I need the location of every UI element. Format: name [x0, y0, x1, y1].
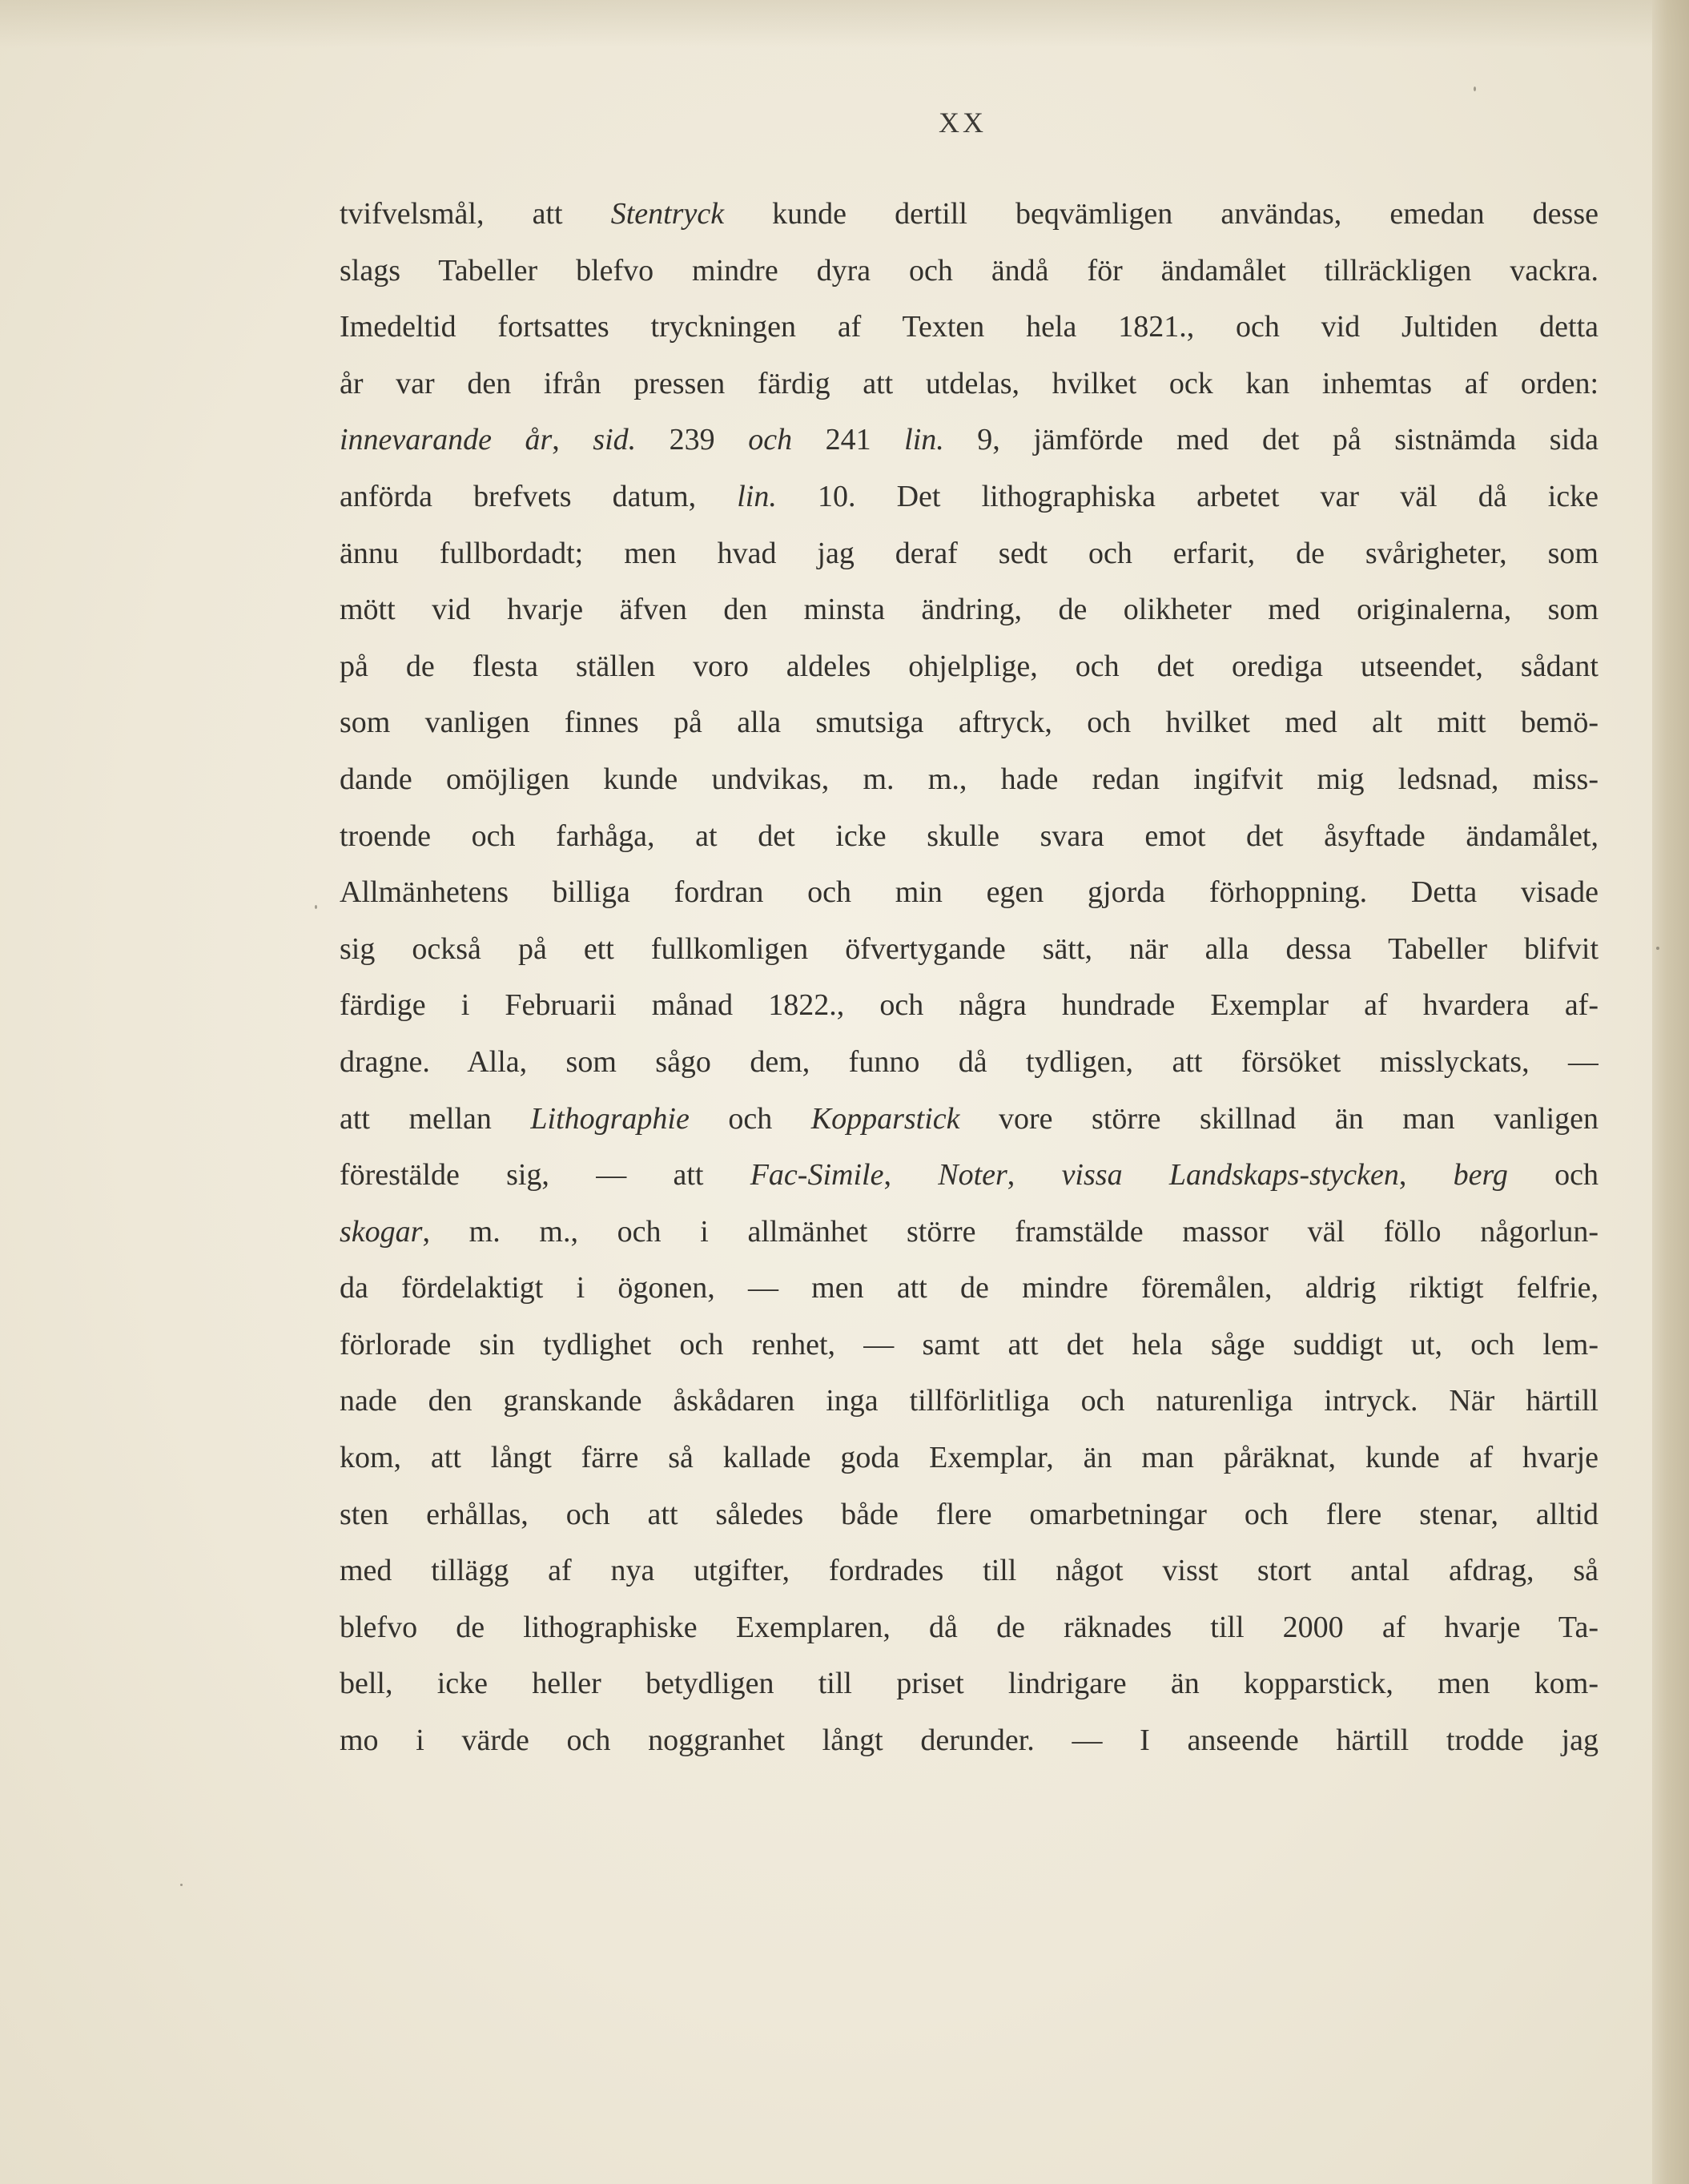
text-line [340, 977, 1599, 1034]
text-segment: mo i värde och noggranhet långt derunder. — I anseende härtill trodde jag [340, 1723, 1599, 1758]
text-segment: kunde dertill beqvämligen användas, emedan desse [724, 197, 1599, 231]
text-segment: vore större skillnad än man vanligen [959, 1101, 1599, 1136]
text-segment: slags Tabeller blefvo mindre dyra och ändå för ändamålet tillräckligen vackra. [340, 253, 1599, 288]
text-line [340, 1034, 1599, 1091]
text-segment: kom, att långt färre så kallade goda Exemplar, än man påräknat, kunde af hvarje [340, 1441, 1599, 1475]
text-segment: Allmänhetens billiga fordran och min egen gjorda förhoppning. Detta visade [340, 875, 1599, 910]
text-segment: färdige i Februarii månad 1822., och några hundrade Exemplar af hvardera af- [340, 988, 1599, 1023]
text-segment: tvifvelsmål, att [340, 197, 611, 231]
text-segment: på de flesta ställen voro aldeles ohjelplige, och det orediga utseendet, sådant [340, 649, 1599, 683]
paper-speck [1474, 86, 1476, 91]
italic-text: sid. [593, 423, 637, 457]
text-line [340, 694, 1599, 751]
text-segment: 241 [792, 423, 905, 457]
italic-text: berg [1453, 1158, 1508, 1193]
text-line [340, 638, 1599, 695]
text-line [340, 1260, 1599, 1317]
text-line [340, 808, 1599, 865]
text-line [340, 1091, 1599, 1148]
text-segment: 9, jämförde med det på sistnämda sida [943, 423, 1599, 457]
text-line [340, 299, 1599, 356]
page-right-edge [1652, 0, 1689, 2184]
text-line [340, 186, 1599, 243]
text-line [340, 1317, 1599, 1374]
paper-speck [180, 1884, 183, 1886]
text-segment: Imedeltid fortsattes tryckningen af Texten hela 1821., och vid Jultiden detta [340, 310, 1599, 344]
text-segment: förestälde sig, — att [340, 1158, 750, 1193]
text-segment: , m. m., och i allmänhet större framstälde massor väl föllo någorlun- [422, 1214, 1599, 1249]
body-text [340, 186, 1599, 1769]
page-top-shadow [0, 0, 1689, 48]
text-segment: da fördelaktigt i ögonen, — men att de mindre föremålen, aldrig riktigt felfrie, [340, 1271, 1599, 1305]
text-segment: bell, icke heller betydligen till priset lindrigare än kopparstick, men kom- [340, 1667, 1599, 1701]
text-segment: , [552, 423, 593, 457]
paper-speck [315, 905, 317, 909]
text-segment: dande omöjligen kunde undvikas, m. m., hade redan ingifvit mig ledsnad, miss- [340, 762, 1599, 796]
text-segment: att mellan [340, 1101, 531, 1136]
text-line [340, 356, 1599, 412]
text-line [340, 1204, 1599, 1261]
text-segment: anförda brefvets datum, [340, 479, 738, 513]
text-segment: dragne. Alla, som sågo dem, funno då tydligen, att försöket misslyckats, — [340, 1044, 1599, 1079]
text-segment: förlorade sin tydlighet och renhet, — samt att det hela såge suddigt ut, och lem- [340, 1327, 1599, 1361]
italic-text: Noter [938, 1158, 1007, 1193]
text-segment: 239 [636, 423, 749, 457]
page-number: XX [939, 107, 987, 139]
text-line [340, 525, 1599, 582]
text-line [340, 1430, 1599, 1486]
text-segment: sten erhållas, och att således både flere omarbetningar och flere stenar, alltid [340, 1497, 1599, 1531]
text-line [340, 864, 1599, 921]
text-segment: , [883, 1158, 939, 1193]
text-segment: blefvo de lithographiske Exemplaren, då de räknades till 2000 af hvarje Ta- [340, 1610, 1599, 1644]
text-segment: med tillägg af nya utgifter, fordrades till något visst stort antal afdrag, så [340, 1554, 1599, 1588]
italic-text: vissa Landskaps-stycken [1061, 1158, 1399, 1193]
italic-text: innevarande år [340, 423, 553, 457]
italic-text: lin. [904, 423, 944, 457]
text-line [340, 1542, 1599, 1599]
text-segment: och [1507, 1158, 1599, 1193]
text-line [340, 1147, 1599, 1204]
text-segment: , [1398, 1158, 1454, 1193]
italic-text: och [748, 423, 793, 457]
text-line [340, 1486, 1599, 1543]
italic-text: Lithographie [530, 1101, 690, 1136]
text-line [340, 581, 1599, 638]
text-segment: ännu fullbordadt; men hvad jag deraf sedt och erfarit, de svårigheter, som [340, 536, 1599, 570]
italic-text: Fac-Simile [750, 1158, 884, 1193]
text-line [340, 1373, 1599, 1430]
text-line [340, 921, 1599, 978]
text-segment: troende och farhåga, at det icke skulle svara emot det åsyftade ändamålet, [340, 818, 1599, 853]
text-line [340, 243, 1599, 300]
text-line [340, 412, 1599, 469]
text-segment: som vanligen finnes på alla smutsiga aftryck, och hvilket med alt mitt bemö- [340, 706, 1599, 740]
text-line [340, 1712, 1599, 1769]
text-segment: nade den granskande åskådaren inga tillförlitliga och naturenliga intryck. När härtill [340, 1384, 1599, 1418]
italic-text: lin. [737, 479, 777, 513]
italic-text: Stentryck [610, 197, 725, 231]
text-segment: sig också på ett fullkomligen öfvertygande sätt, när alla dessa Tabeller blifvit [340, 931, 1599, 966]
text-line [340, 1655, 1599, 1712]
text-segment: , [1007, 1158, 1062, 1193]
text-segment: mött vid hvarje äfven den minsta ändring, de olikheter med originalerna, som [340, 593, 1599, 627]
text-segment: 10. Det lithographiska arbetet var väl då icke [776, 479, 1599, 513]
italic-text: skogar [340, 1214, 423, 1249]
text-segment: år var den ifrån pressen färdig att utdelas, hvilket ock kan inhemtas af orden: [340, 366, 1599, 400]
text-line [340, 751, 1599, 808]
text-line [340, 469, 1599, 525]
paper-speck [1656, 947, 1659, 950]
italic-text: Kopparstick [810, 1101, 960, 1136]
text-segment: och [689, 1101, 811, 1136]
text-line [340, 1599, 1599, 1656]
